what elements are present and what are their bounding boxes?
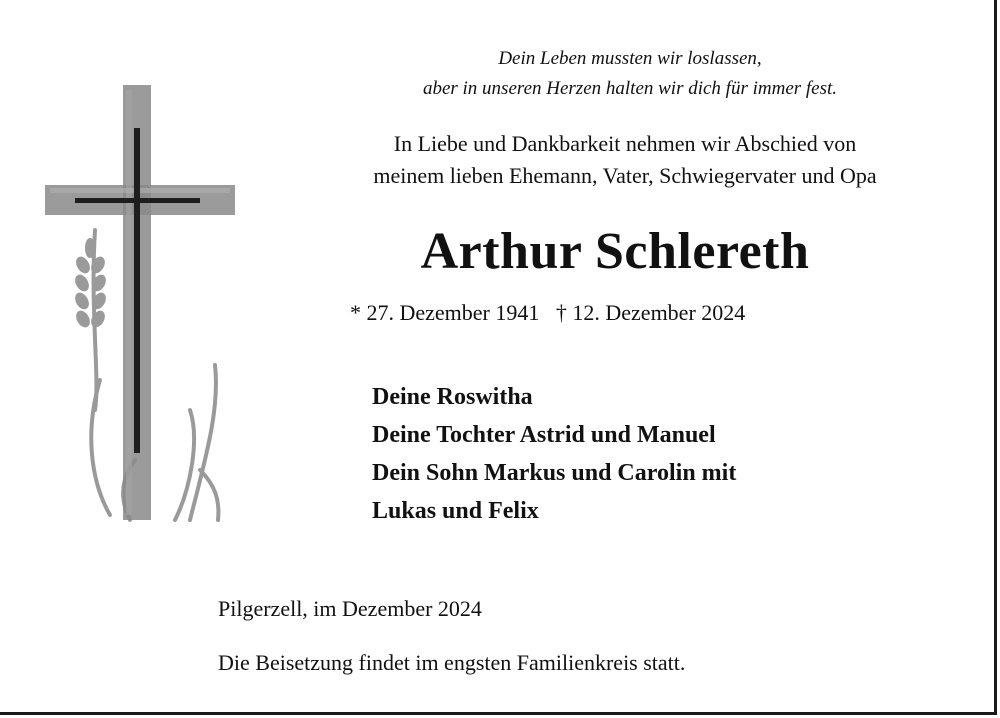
birth-date: * 27. Dezember 1941: [350, 300, 540, 325]
quote-line-1: Dein Leben mussten wir loslassen,: [498, 48, 762, 69]
intro-line-2: meinem lieben Ehemann, Vater, Schwiegervater und Opa: [373, 163, 877, 188]
mourner-line: Lukas und Felix: [372, 498, 539, 524]
quote: [300, 44, 960, 104]
cross-with-wheat-icon: [40, 80, 250, 525]
mourner-line: Deine Tochter Astrid und Manuel: [372, 422, 716, 448]
quote-line-2: aber in unseren Herzen halten wir dich für immer fest.: [422, 78, 838, 99]
deceased-name: Arthur Schlereth: [420, 223, 810, 280]
mourner-line: Dein Sohn Markus und Carolin mit: [372, 460, 737, 486]
death-date: † 12. Dezember 2024: [555, 300, 746, 325]
wheat-ear: [72, 238, 108, 330]
mourners-list: [372, 378, 736, 530]
intro-line-1: In Liebe und Dankbarkeit nehmen wir Abschied von: [393, 131, 857, 156]
burial-notice: Die Beisetzung findet im engsten Familienkreis statt.: [218, 650, 686, 675]
intro-text: [280, 128, 970, 192]
place-date: Pilgerzell, im Dezember 2024: [218, 596, 482, 621]
mourner-line: Deine Roswitha: [372, 384, 533, 410]
life-dates: [350, 300, 890, 326]
wheat-stalks: [91, 230, 218, 520]
